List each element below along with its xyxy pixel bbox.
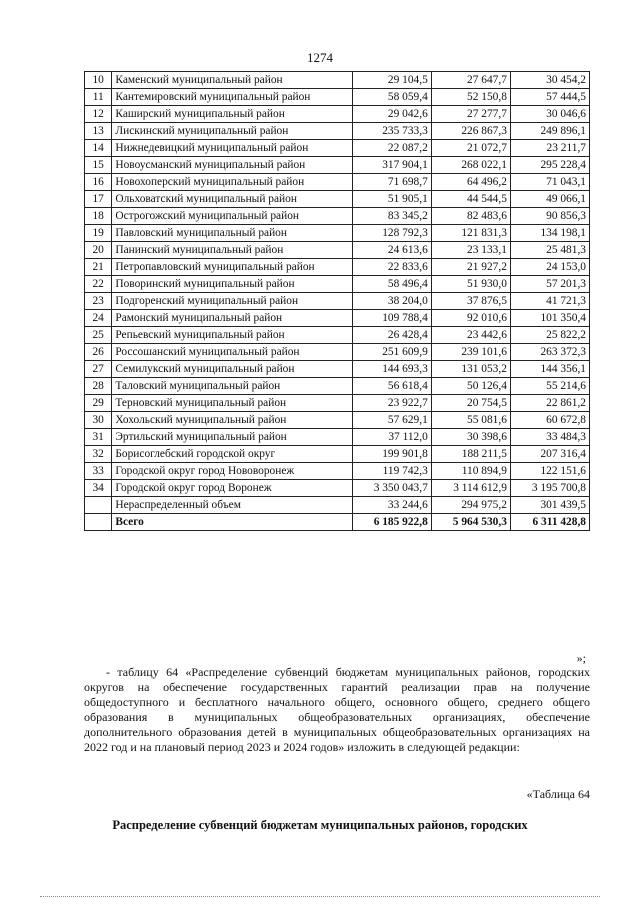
row-number: 24 (85, 310, 112, 327)
amount-v2: 21 927,2 (431, 259, 510, 276)
table-row (85, 276, 590, 293)
municipality-name: Городской округ город Воронеж (112, 480, 352, 497)
subvention-table (84, 71, 590, 531)
amount-v1: 128 792,3 (352, 225, 431, 242)
amount-v2: 20 754,5 (431, 395, 510, 412)
row-number: 32 (85, 446, 112, 463)
amount-v1: 23 922,7 (352, 395, 431, 412)
amount-v2: 23 442,6 (431, 327, 510, 344)
table-row (85, 72, 590, 89)
amount-v3: 71 043,1 (510, 174, 589, 191)
table-row (85, 123, 590, 140)
amount-v1: 199 901,8 (352, 446, 431, 463)
row-number: 19 (85, 225, 112, 242)
amount-v1: 51 905,1 (352, 191, 431, 208)
table-row (85, 497, 590, 514)
table-row (85, 208, 590, 225)
municipality-name: Петропавловский муниципальный район (112, 259, 352, 276)
table-body (85, 72, 590, 531)
municipality-name: Нижнедевицкий муниципальный район (112, 140, 352, 157)
table-row (85, 412, 590, 429)
table-reference: «Таблица 64 (526, 787, 590, 801)
amount-v1: 37 112,0 (352, 429, 431, 446)
municipality-name: Хохольский муниципальный район (112, 412, 352, 429)
row-number: 34 (85, 480, 112, 497)
amount-v2: 27 647,7 (431, 72, 510, 89)
total-v1: 6 185 922,8 (352, 514, 431, 531)
amount-v1: 235 733,3 (352, 123, 431, 140)
amount-v3: 22 861,2 (510, 395, 589, 412)
table-row (85, 480, 590, 497)
table-row (85, 429, 590, 446)
amount-v2: 188 211,5 (431, 446, 510, 463)
amount-v3: 101 350,4 (510, 310, 589, 327)
amount-v3: 57 201,3 (510, 276, 589, 293)
municipality-name: Таловский муниципальный район (112, 378, 352, 395)
row-number: 33 (85, 463, 112, 480)
municipality-name: Лискинский муниципальный район (112, 123, 352, 140)
municipality-name: Эртильский муниципальный район (112, 429, 352, 446)
amount-v2: 110 894,9 (431, 463, 510, 480)
municipality-name: Семилукский муниципальный район (112, 361, 352, 378)
amount-v3: 122 151,6 (510, 463, 589, 480)
municipality-name: Острогожский муниципальный район (112, 208, 352, 225)
amount-v2: 27 277,7 (431, 106, 510, 123)
table-row (85, 361, 590, 378)
municipality-name: Нераспределенный объем (112, 497, 352, 514)
amount-v1: 71 698,7 (352, 174, 431, 191)
amount-v1: 58 059,4 (352, 89, 431, 106)
amount-v2: 92 010,6 (431, 310, 510, 327)
table-row (85, 310, 590, 327)
row-number: 10 (85, 72, 112, 89)
amount-v2: 30 398,6 (431, 429, 510, 446)
amount-v3: 295 228,4 (510, 157, 589, 174)
municipality-name: Терновский муниципальный район (112, 395, 352, 412)
row-number: 21 (85, 259, 112, 276)
municipality-name: Павловский муниципальный район (112, 225, 352, 242)
row-number: 26 (85, 344, 112, 361)
amount-v1: 3 350 043,7 (352, 480, 431, 497)
amount-v2: 37 876,5 (431, 293, 510, 310)
amount-v1: 58 496,4 (352, 276, 431, 293)
municipality-name: Новохоперский муниципальный район (112, 174, 352, 191)
amount-v1: 56 618,4 (352, 378, 431, 395)
municipality-name: Рамонский муниципальный район (112, 310, 352, 327)
amount-v2: 51 930,0 (431, 276, 510, 293)
table-row (85, 89, 590, 106)
table-row (85, 174, 590, 191)
amount-v1: 251 609,9 (352, 344, 431, 361)
table-row (85, 446, 590, 463)
amount-v3: 3 195 700,8 (510, 480, 589, 497)
amount-v2: 82 483,6 (431, 208, 510, 225)
row-number: 18 (85, 208, 112, 225)
amount-v2: 44 544,5 (431, 191, 510, 208)
amount-v1: 83 345,2 (352, 208, 431, 225)
row-number: 16 (85, 174, 112, 191)
amount-v2: 52 150,8 (431, 89, 510, 106)
amount-v3: 55 214,6 (510, 378, 589, 395)
total-label: Всего (112, 514, 352, 531)
row-number (85, 497, 112, 514)
amount-v3: 41 721,3 (510, 293, 589, 310)
amount-v3: 207 316,4 (510, 446, 589, 463)
table-row (85, 157, 590, 174)
amount-v3: 90 856,3 (510, 208, 589, 225)
table-row (85, 293, 590, 310)
amount-v1: 33 244,6 (352, 497, 431, 514)
amount-v3: 25 822,2 (510, 327, 589, 344)
amount-v3: 30 046,6 (510, 106, 589, 123)
amount-v3: 33 484,3 (510, 429, 589, 446)
total-v3: 6 311 428,8 (510, 514, 589, 531)
total-row (85, 514, 590, 531)
row-number: 29 (85, 395, 112, 412)
amount-v2: 23 133,1 (431, 242, 510, 259)
table-row (85, 395, 590, 412)
table-row (85, 242, 590, 259)
table-row (85, 191, 590, 208)
row-number: 13 (85, 123, 112, 140)
row-number: 25 (85, 327, 112, 344)
amount-v1: 29 104,5 (352, 72, 431, 89)
scan-edge (40, 896, 600, 899)
amount-v1: 119 742,3 (352, 463, 431, 480)
amount-v1: 144 693,3 (352, 361, 431, 378)
table-row (85, 344, 590, 361)
table-row (85, 327, 590, 344)
table-row (85, 140, 590, 157)
amount-v3: 301 439,5 (510, 497, 589, 514)
municipality-name: Новоусманский муниципальный район (112, 157, 352, 174)
municipality-name: Кантемировский муниципальный район (112, 89, 352, 106)
municipality-name: Панинский муниципальный район (112, 242, 352, 259)
table-row (85, 106, 590, 123)
table-row (85, 463, 590, 480)
row-number: 28 (85, 378, 112, 395)
amount-v3: 23 211,7 (510, 140, 589, 157)
amount-v2: 131 053,2 (431, 361, 510, 378)
municipality-name: Россошанский муниципальный район (112, 344, 352, 361)
municipality-name: Каширский муниципальный район (112, 106, 352, 123)
table-row (85, 259, 590, 276)
amount-v2: 21 072,7 (431, 140, 510, 157)
row-number: 15 (85, 157, 112, 174)
amount-v1: 57 629,1 (352, 412, 431, 429)
row-number: 12 (85, 106, 112, 123)
amount-v2: 239 101,6 (431, 344, 510, 361)
table-row (85, 378, 590, 395)
row-number: 11 (85, 89, 112, 106)
amendment-paragraph: - таблицу 64 «Распределение субвенций бюджетам муниципальных районов, городских округов на обеспечение государственных гарантий реализации прав на получение общедоступного и бесплатного начального общего, основного общего, среднего общего образования в муниципальных общеобразовательных организациях, обеспечение дополнительного образования детей в муниципальных общеобразовательных организациях на 2022 год и на плановый период 2023 и 2024 годов» изложить в следующей редакции: (84, 665, 590, 754)
amount-v1: 22 833,6 (352, 259, 431, 276)
amount-v1: 38 204,0 (352, 293, 431, 310)
amount-v1: 26 428,4 (352, 327, 431, 344)
amount-v2: 3 114 612,9 (431, 480, 510, 497)
total-v2: 5 964 530,3 (431, 514, 510, 531)
amount-v2: 226 867,3 (431, 123, 510, 140)
amount-v2: 121 831,3 (431, 225, 510, 242)
section-heading: Распределение субвенций бюджетам муниципальных районов, городских (112, 818, 528, 832)
amount-v3: 30 454,2 (510, 72, 589, 89)
municipality-name: Подгоренский муниципальный район (112, 293, 352, 310)
amount-v1: 29 042,6 (352, 106, 431, 123)
amount-v3: 134 198,1 (510, 225, 589, 242)
municipality-name: Репьевский муниципальный район (112, 327, 352, 344)
table-row (85, 225, 590, 242)
row-number: 14 (85, 140, 112, 157)
municipality-name: Ольховатский муниципальный район (112, 191, 352, 208)
page-number: 1274 (307, 50, 333, 65)
amount-v3: 57 444,5 (510, 89, 589, 106)
amount-v2: 50 126,4 (431, 378, 510, 395)
amount-v1: 109 788,4 (352, 310, 431, 327)
amount-v3: 249 896,1 (510, 123, 589, 140)
municipality-name: Поворинский муниципальный район (112, 276, 352, 293)
row-number: 23 (85, 293, 112, 310)
municipality-name: Борисоглебский городской округ (112, 446, 352, 463)
amount-v2: 268 022,1 (431, 157, 510, 174)
row-number: 30 (85, 412, 112, 429)
row-number: 31 (85, 429, 112, 446)
row-number: 20 (85, 242, 112, 259)
amount-v2: 64 496,2 (431, 174, 510, 191)
row-number: 17 (85, 191, 112, 208)
row-number: 27 (85, 361, 112, 378)
amount-v2: 294 975,2 (431, 497, 510, 514)
amount-v3: 49 066,1 (510, 191, 589, 208)
amount-v3: 60 672,8 (510, 412, 589, 429)
amount-v3: 25 481,3 (510, 242, 589, 259)
amount-v1: 24 613,6 (352, 242, 431, 259)
municipality-name: Каменский муниципальный район (112, 72, 352, 89)
closing-quote: »; (576, 651, 586, 665)
amount-v1: 317 904,1 (352, 157, 431, 174)
row-number: 22 (85, 276, 112, 293)
municipality-name: Городской округ город Нововоронеж (112, 463, 352, 480)
amount-v3: 263 372,3 (510, 344, 589, 361)
amount-v2: 55 081,6 (431, 412, 510, 429)
amount-v3: 24 153,0 (510, 259, 589, 276)
total-number-cell (85, 514, 112, 531)
amount-v3: 144 356,1 (510, 361, 589, 378)
amount-v1: 22 087,2 (352, 140, 431, 157)
